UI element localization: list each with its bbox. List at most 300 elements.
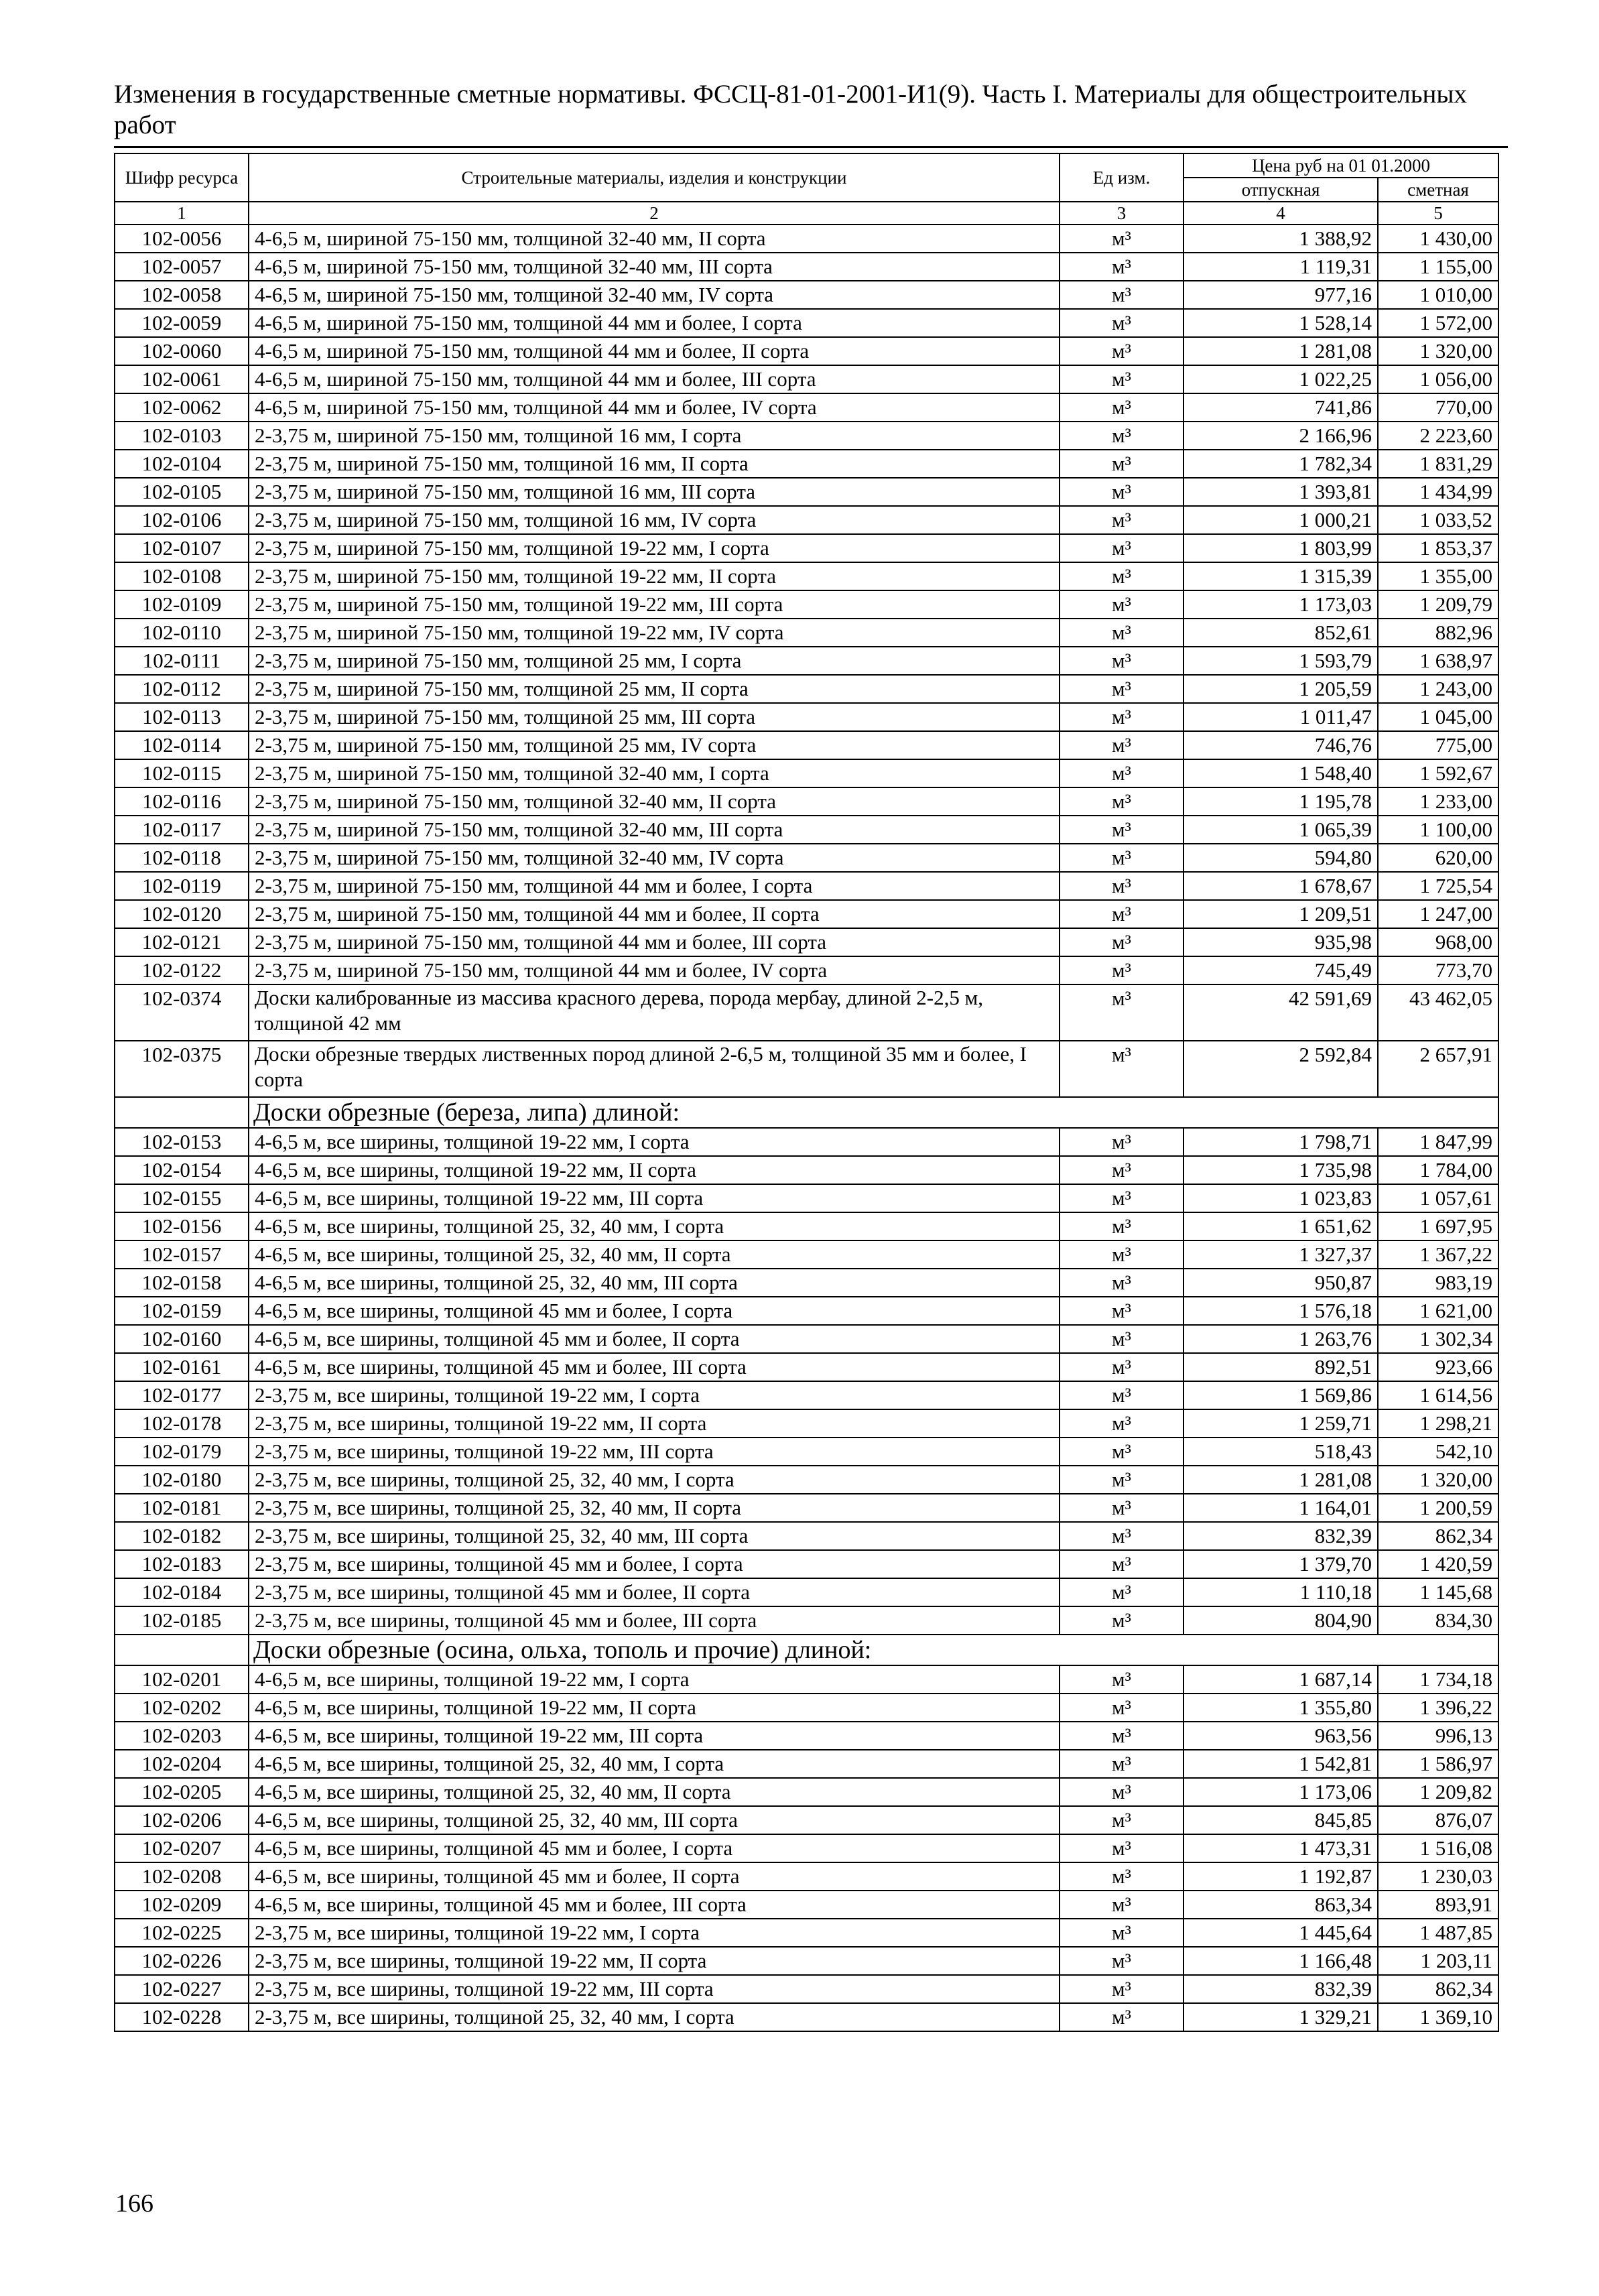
estimate-price: 1 621,00 <box>1378 1297 1498 1325</box>
material-name: 2-3,75 м, все ширины, толщиной 19-22 мм, II сорта <box>249 1409 1060 1438</box>
unit-cell: м³ <box>1060 1438 1184 1466</box>
table-row <box>115 1550 1498 1578</box>
unit-cell: м³ <box>1060 253 1184 281</box>
material-name: 4-6,5 м, шириной 75-150 мм, толщиной 44 мм и более, I сорта <box>249 309 1060 337</box>
release-price: 1 166,48 <box>1184 1947 1378 1975</box>
material-name: 2-3,75 м, шириной 75-150 мм, толщиной 19-22 мм, III сорта <box>249 590 1060 619</box>
estimate-price: 620,00 <box>1378 844 1498 872</box>
estimate-price: 1 230,03 <box>1378 1862 1498 1891</box>
estimate-price: 1 853,37 <box>1378 534 1498 562</box>
unit-cell: м³ <box>1060 1750 1184 1778</box>
resource-code: 102-0206 <box>115 1806 249 1834</box>
resource-code: 102-0059 <box>115 309 249 337</box>
resource-code: 102-0155 <box>115 1184 249 1212</box>
estimate-price: 1 155,00 <box>1378 253 1498 281</box>
estimate-price: 2 223,60 <box>1378 422 1498 450</box>
material-name: 4-6,5 м, все ширины, толщиной 25, 32, 40 мм, I сорта <box>249 1750 1060 1778</box>
release-price: 1 388,92 <box>1184 225 1378 253</box>
table-row <box>115 1438 1498 1466</box>
unit-cell: м³ <box>1060 337 1184 365</box>
release-price: 2 166,96 <box>1184 422 1378 450</box>
estimate-price: 1 434,99 <box>1378 478 1498 506</box>
table-row <box>115 1834 1498 1862</box>
release-price: 1 798,71 <box>1184 1128 1378 1156</box>
unit-cell: м³ <box>1060 1353 1184 1381</box>
release-price: 1 329,21 <box>1184 2003 1378 2031</box>
resource-code: 102-0060 <box>115 337 249 365</box>
unit-cell: м³ <box>1060 1325 1184 1353</box>
page-number: 166 <box>115 2189 153 2218</box>
unit-cell: м³ <box>1060 816 1184 844</box>
estimate-price: 893,91 <box>1378 1891 1498 1919</box>
material-name: 4-6,5 м, шириной 75-150 мм, толщиной 44 мм и более, III сорта <box>249 365 1060 393</box>
resource-code: 102-0113 <box>115 703 249 731</box>
release-price: 1 315,39 <box>1184 562 1378 590</box>
material-name: 4-6,5 м, все ширины, толщиной 45 мм и более, I сорта <box>249 1297 1060 1325</box>
release-price: 741,86 <box>1184 393 1378 422</box>
table-row <box>115 1269 1498 1297</box>
table-row <box>115 422 1498 450</box>
material-name: 2-3,75 м, все ширины, толщиной 19-22 мм, II сорта <box>249 1947 1060 1975</box>
release-price: 1 445,64 <box>1184 1919 1378 1947</box>
table-row <box>115 450 1498 478</box>
table-body-group1 <box>115 225 1498 984</box>
table-row <box>115 534 1498 562</box>
table-row <box>115 1381 1498 1409</box>
resource-code: 102-0161 <box>115 1353 249 1381</box>
release-price: 518,43 <box>1184 1438 1378 1466</box>
material-name: 2-3,75 м, шириной 75-150 мм, толщиной 32-40 мм, I сорта <box>249 759 1060 787</box>
table-row <box>115 1128 1498 1156</box>
resource-code: 102-0178 <box>115 1409 249 1438</box>
resource-code: 102-0156 <box>115 1212 249 1240</box>
estimate-price: 968,00 <box>1378 928 1498 956</box>
section-title: Доски обрезные (береза, липа) длиной: <box>249 1097 1498 1128</box>
material-name: 4-6,5 м, все ширины, толщиной 19-22 мм, II сорта <box>249 1156 1060 1184</box>
release-price: 1 379,70 <box>1184 1550 1378 1578</box>
estimate-price: 876,07 <box>1378 1806 1498 1834</box>
release-price: 935,98 <box>1184 928 1378 956</box>
table-row <box>115 365 1498 393</box>
material-name: Доски обрезные твердых лиственных пород длиной 2-6,5 м, толщиной 35 мм и более, I сорта <box>249 1041 1060 1097</box>
release-price: 863,34 <box>1184 1891 1378 1919</box>
material-name: 4-6,5 м, все ширины, толщиной 19-22 мм, I сорта <box>249 1665 1060 1694</box>
material-name: 4-6,5 м, шириной 75-150 мм, толщиной 32-40 мм, IV сорта <box>249 281 1060 309</box>
estimate-price: 1 847,99 <box>1378 1128 1498 1156</box>
table-row <box>115 787 1498 816</box>
resource-code: 102-0062 <box>115 393 249 422</box>
resource-code: 102-0116 <box>115 787 249 816</box>
unit-cell: м³ <box>1060 1297 1184 1325</box>
resource-code: 102-0160 <box>115 1325 249 1353</box>
table-body-group2 <box>115 1128 1498 1635</box>
resource-code: 102-0180 <box>115 1466 249 1494</box>
estimate-price: 2 657,91 <box>1378 1041 1498 1097</box>
estimate-price: 1 320,00 <box>1378 1466 1498 1494</box>
estimate-price: 1 247,00 <box>1378 900 1498 928</box>
release-price: 852,61 <box>1184 619 1378 647</box>
table-row <box>115 2003 1498 2031</box>
estimate-price: 1 056,00 <box>1378 365 1498 393</box>
material-name: 2-3,75 м, шириной 75-150 мм, толщиной 44 мм и более, III сорта <box>249 928 1060 956</box>
release-price: 1 195,78 <box>1184 787 1378 816</box>
table-row <box>115 956 1498 984</box>
estimate-price: 1 243,00 <box>1378 675 1498 703</box>
unit-cell: м³ <box>1060 1269 1184 1297</box>
resource-code: 102-0207 <box>115 1834 249 1862</box>
estimate-price: 1 734,18 <box>1378 1665 1498 1694</box>
estimate-price: 1 367,22 <box>1378 1240 1498 1269</box>
table-row <box>115 1778 1498 1806</box>
release-price: 1 164,01 <box>1184 1494 1378 1522</box>
material-name: 4-6,5 м, все ширины, толщиной 45 мм и более, I сорта <box>249 1834 1060 1862</box>
resource-code: 102-0117 <box>115 816 249 844</box>
resource-code: 102-0120 <box>115 900 249 928</box>
column-number-1: 1 <box>115 202 249 225</box>
table-row <box>115 253 1498 281</box>
unit-cell: м³ <box>1060 647 1184 675</box>
release-price: 1 593,79 <box>1184 647 1378 675</box>
table-row <box>115 506 1498 534</box>
estimate-price: 43 462,05 <box>1378 984 1498 1041</box>
header-price-group: Цена руб на 01 01.2000 <box>1184 153 1498 178</box>
unit-cell: м³ <box>1060 478 1184 506</box>
unit-cell: м³ <box>1060 675 1184 703</box>
resource-code: 102-0115 <box>115 759 249 787</box>
table-row <box>115 1947 1498 1975</box>
unit-cell: м³ <box>1060 1694 1184 1722</box>
unit-cell: м³ <box>1060 1834 1184 1862</box>
section-title: Доски обрезные (осина, ольха, тополь и прочие) длиной: <box>249 1635 1498 1665</box>
release-price: 1 022,25 <box>1184 365 1378 393</box>
unit-cell: м³ <box>1060 1806 1184 1834</box>
estimate-price: 773,70 <box>1378 956 1498 984</box>
estimate-price: 1 209,79 <box>1378 590 1498 619</box>
release-price: 1 281,08 <box>1184 337 1378 365</box>
table-row <box>115 1240 1498 1269</box>
table-row <box>115 647 1498 675</box>
table-row <box>115 337 1498 365</box>
release-price: 1 803,99 <box>1184 534 1378 562</box>
table-row <box>115 1750 1498 1778</box>
release-price: 1 651,62 <box>1184 1212 1378 1240</box>
unit-cell: м³ <box>1060 225 1184 253</box>
material-name: 2-3,75 м, шириной 75-150 мм, толщиной 44 мм и более, II сорта <box>249 900 1060 928</box>
unit-cell: м³ <box>1060 1381 1184 1409</box>
table-row <box>115 1156 1498 1184</box>
unit-cell: м³ <box>1060 703 1184 731</box>
material-name: 4-6,5 м, все ширины, толщиной 45 мм и более, II сорта <box>249 1862 1060 1891</box>
estimate-price: 1 516,08 <box>1378 1834 1498 1862</box>
table-row <box>115 1212 1498 1240</box>
unit-cell: м³ <box>1060 1862 1184 1891</box>
unit-cell: м³ <box>1060 1041 1184 1097</box>
section-spacer <box>115 1635 249 1665</box>
table-body-special <box>115 984 1498 1097</box>
table-row <box>115 1297 1498 1325</box>
release-price: 42 591,69 <box>1184 984 1378 1041</box>
resource-code: 102-0205 <box>115 1778 249 1806</box>
material-name: 2-3,75 м, все ширины, толщиной 45 мм и более, II сорта <box>249 1578 1060 1606</box>
estimate-price: 1 302,34 <box>1378 1325 1498 1353</box>
table-row <box>115 731 1498 759</box>
column-number-2: 2 <box>249 202 1060 225</box>
estimate-price: 770,00 <box>1378 393 1498 422</box>
table-body-group3 <box>115 1665 1498 2031</box>
estimate-price: 1 592,67 <box>1378 759 1498 787</box>
material-name: 2-3,75 м, все ширины, толщиной 19-22 мм, III сорта <box>249 1438 1060 1466</box>
release-price: 1 205,59 <box>1184 675 1378 703</box>
material-name: 2-3,75 м, шириной 75-150 мм, толщиной 25 мм, III сорта <box>249 703 1060 731</box>
unit-cell: м³ <box>1060 1494 1184 1522</box>
unit-cell: м³ <box>1060 1606 1184 1635</box>
table-row <box>115 984 1498 1041</box>
release-price: 1 000,21 <box>1184 506 1378 534</box>
material-name: 2-3,75 м, шириной 75-150 мм, толщиной 25 мм, IV сорта <box>249 731 1060 759</box>
material-name: 2-3,75 м, все ширины, толщиной 25, 32, 40 мм, I сорта <box>249 2003 1060 2031</box>
resource-code: 102-0157 <box>115 1240 249 1269</box>
estimate-price: 983,19 <box>1378 1269 1498 1297</box>
unit-cell: м³ <box>1060 309 1184 337</box>
release-price: 1 528,14 <box>1184 309 1378 337</box>
table-row <box>115 900 1498 928</box>
estimate-price: 923,66 <box>1378 1353 1498 1381</box>
estimate-price: 1 784,00 <box>1378 1156 1498 1184</box>
release-price: 746,76 <box>1184 731 1378 759</box>
release-price: 1 473,31 <box>1184 1834 1378 1862</box>
material-name: 2-3,75 м, все ширины, толщиной 45 мм и более, III сорта <box>249 1606 1060 1635</box>
header-unit: Ед изм. <box>1060 153 1184 202</box>
release-price: 1 355,80 <box>1184 1694 1378 1722</box>
resource-code: 102-0110 <box>115 619 249 647</box>
table-row <box>115 1522 1498 1550</box>
estimate-price: 1 572,00 <box>1378 309 1498 337</box>
price-table <box>114 153 1499 2032</box>
release-price: 594,80 <box>1184 844 1378 872</box>
material-name: 2-3,75 м, шириной 75-150 мм, толщиной 44 мм и более, I сорта <box>249 872 1060 900</box>
release-price: 1 263,76 <box>1184 1325 1378 1353</box>
material-name: 2-3,75 м, шириной 75-150 мм, толщиной 19-22 мм, I сорта <box>249 534 1060 562</box>
unit-cell: м³ <box>1060 562 1184 590</box>
resource-code: 102-0185 <box>115 1606 249 1635</box>
unit-cell: м³ <box>1060 422 1184 450</box>
section-spacer <box>115 1097 249 1128</box>
material-name: 2-3,75 м, все ширины, толщиной 25, 32, 40 мм, III сорта <box>249 1522 1060 1550</box>
unit-cell: м³ <box>1060 590 1184 619</box>
resource-code: 102-0058 <box>115 281 249 309</box>
unit-cell: м³ <box>1060 1240 1184 1269</box>
release-price: 1 678,67 <box>1184 872 1378 900</box>
column-number-5: 5 <box>1378 202 1498 225</box>
estimate-price: 1 355,00 <box>1378 562 1498 590</box>
material-name: 4-6,5 м, шириной 75-150 мм, толщиной 32-40 мм, II сорта <box>249 225 1060 253</box>
material-name: 2-3,75 м, шириной 75-150 мм, толщиной 25 мм, I сорта <box>249 647 1060 675</box>
table-row <box>115 1409 1498 1438</box>
table-row <box>115 1694 1498 1722</box>
estimate-price: 1 200,59 <box>1378 1494 1498 1522</box>
unit-cell: м³ <box>1060 731 1184 759</box>
material-name: 4-6,5 м, все ширины, толщиной 45 мм и более, II сорта <box>249 1325 1060 1353</box>
resource-code: 102-0109 <box>115 590 249 619</box>
header-name: Строительные материалы, изделия и конструкции <box>249 153 1060 202</box>
table-row <box>115 478 1498 506</box>
unit-cell: м³ <box>1060 1466 1184 1494</box>
material-name: 4-6,5 м, шириной 75-150 мм, толщиной 32-40 мм, III сорта <box>249 253 1060 281</box>
table-row <box>115 393 1498 422</box>
material-name: Доски калиброванные из массива красного дерева, порода мербау, длиной 2-2,5 м, толщиной 42 мм <box>249 984 1060 1041</box>
resource-code: 102-0208 <box>115 1862 249 1891</box>
estimate-price: 1 396,22 <box>1378 1694 1498 1722</box>
material-name: 2-3,75 м, шириной 75-150 мм, толщиной 16 мм, I сорта <box>249 422 1060 450</box>
table-row <box>115 281 1498 309</box>
estimate-price: 542,10 <box>1378 1438 1498 1466</box>
resource-code: 102-0153 <box>115 1128 249 1156</box>
material-name: 2-3,75 м, шириной 75-150 мм, толщиной 25 мм, II сорта <box>249 675 1060 703</box>
release-price: 1 548,40 <box>1184 759 1378 787</box>
resource-code: 102-0112 <box>115 675 249 703</box>
resource-code: 102-0158 <box>115 1269 249 1297</box>
table-row <box>115 562 1498 590</box>
resource-code: 102-0374 <box>115 984 249 1041</box>
unit-cell: м³ <box>1060 1947 1184 1975</box>
material-name: 4-6,5 м, все ширины, толщиной 45 мм и более, III сорта <box>249 1891 1060 1919</box>
material-name: 4-6,5 м, все ширины, толщиной 25, 32, 40 мм, II сорта <box>249 1240 1060 1269</box>
table-row <box>115 1722 1498 1750</box>
unit-cell: м³ <box>1060 619 1184 647</box>
resource-code: 102-0177 <box>115 1381 249 1409</box>
material-name: 2-3,75 м, шириной 75-150 мм, толщиной 19-22 мм, IV сорта <box>249 619 1060 647</box>
unit-cell: м³ <box>1060 1522 1184 1550</box>
unit-cell: м³ <box>1060 393 1184 422</box>
resource-code: 102-0106 <box>115 506 249 534</box>
unit-cell: м³ <box>1060 534 1184 562</box>
material-name: 4-6,5 м, все ширины, толщиной 19-22 мм, III сорта <box>249 1184 1060 1212</box>
table-row <box>115 309 1498 337</box>
unit-cell: м³ <box>1060 450 1184 478</box>
unit-cell: м³ <box>1060 281 1184 309</box>
unit-cell: м³ <box>1060 1184 1184 1212</box>
header-price-release: отпускная <box>1184 178 1378 202</box>
estimate-price: 1 045,00 <box>1378 703 1498 731</box>
material-name: 2-3,75 м, шириной 75-150 мм, толщиной 16 мм, III сорта <box>249 478 1060 506</box>
unit-cell: м³ <box>1060 928 1184 956</box>
resource-code: 102-0159 <box>115 1297 249 1325</box>
resource-code: 102-0154 <box>115 1156 249 1184</box>
table-row <box>115 1891 1498 1919</box>
material-name: 2-3,75 м, все ширины, толщиной 25, 32, 40 мм, II сорта <box>249 1494 1060 1522</box>
resource-code: 102-0121 <box>115 928 249 956</box>
unit-cell: м³ <box>1060 872 1184 900</box>
release-price: 1 209,51 <box>1184 900 1378 928</box>
estimate-price: 1 430,00 <box>1378 225 1498 253</box>
release-price: 1 011,47 <box>1184 703 1378 731</box>
release-price: 977,16 <box>1184 281 1378 309</box>
resource-code: 102-0122 <box>115 956 249 984</box>
release-price: 1 393,81 <box>1184 478 1378 506</box>
estimate-price: 1 057,61 <box>1378 1184 1498 1212</box>
release-price: 845,85 <box>1184 1806 1378 1834</box>
table-row <box>115 928 1498 956</box>
estimate-price: 1 010,00 <box>1378 281 1498 309</box>
table-row <box>115 619 1498 647</box>
estimate-price: 1 369,10 <box>1378 2003 1498 2031</box>
table-row <box>115 1606 1498 1635</box>
section-header-1 <box>115 1097 1498 1128</box>
release-price: 1 542,81 <box>1184 1750 1378 1778</box>
material-name: 4-6,5 м, все ширины, толщиной 25, 32, 40 мм, II сорта <box>249 1778 1060 1806</box>
table-row <box>115 759 1498 787</box>
material-name: 2-3,75 м, все ширины, толщиной 25, 32, 40 мм, I сорта <box>249 1466 1060 1494</box>
material-name: 4-6,5 м, все ширины, толщиной 45 мм и более, III сорта <box>249 1353 1060 1381</box>
release-price: 1 259,71 <box>1184 1409 1378 1438</box>
resource-code: 102-0104 <box>115 450 249 478</box>
material-name: 4-6,5 м, все ширины, толщиной 19-22 мм, II сорта <box>249 1694 1060 1722</box>
table-row <box>115 1919 1498 1947</box>
release-price: 963,56 <box>1184 1722 1378 1750</box>
release-price: 1 023,83 <box>1184 1184 1378 1212</box>
unit-cell: м³ <box>1060 1212 1184 1240</box>
release-price: 1 192,87 <box>1184 1862 1378 1891</box>
release-price: 950,87 <box>1184 1269 1378 1297</box>
resource-code: 102-0056 <box>115 225 249 253</box>
estimate-price: 834,30 <box>1378 1606 1498 1635</box>
release-price: 832,39 <box>1184 1975 1378 2003</box>
estimate-price: 1 233,00 <box>1378 787 1498 816</box>
resource-code: 102-0061 <box>115 365 249 393</box>
resource-code: 102-0105 <box>115 478 249 506</box>
table-row <box>115 1862 1498 1891</box>
resource-code: 102-0107 <box>115 534 249 562</box>
unit-cell: м³ <box>1060 1919 1184 1947</box>
header-price-estimate: сметная <box>1378 178 1498 202</box>
unit-cell: м³ <box>1060 1891 1184 1919</box>
material-name: 4-6,5 м, все ширины, толщиной 19-22 мм, III сорта <box>249 1722 1060 1750</box>
table-row <box>115 1806 1498 1834</box>
section-header-2 <box>115 1635 1498 1665</box>
estimate-price: 1 100,00 <box>1378 816 1498 844</box>
material-name: 2-3,75 м, шириной 75-150 мм, толщиной 44 мм и более, IV сорта <box>249 956 1060 984</box>
resource-code: 102-0108 <box>115 562 249 590</box>
estimate-price: 996,13 <box>1378 1722 1498 1750</box>
unit-cell: м³ <box>1060 365 1184 393</box>
unit-cell: м³ <box>1060 506 1184 534</box>
unit-cell: м³ <box>1060 984 1184 1041</box>
estimate-price: 775,00 <box>1378 731 1498 759</box>
resource-code: 102-0203 <box>115 1722 249 1750</box>
price-table-container <box>114 153 1498 2032</box>
material-name: 4-6,5 м, все ширины, толщиной 25, 32, 40 мм, III сорта <box>249 1269 1060 1297</box>
release-price: 1 281,08 <box>1184 1466 1378 1494</box>
table-header <box>115 153 1498 225</box>
material-name: 4-6,5 м, шириной 75-150 мм, толщиной 44 мм и более, IV сорта <box>249 393 1060 422</box>
resource-code: 102-0182 <box>115 1522 249 1550</box>
document-title: Изменения в государственные сметные нормативы. ФССЦ-81-01-2001-И1(9). Часть I. Материалы для общестроительных работ <box>114 80 1468 139</box>
release-price: 892,51 <box>1184 1353 1378 1381</box>
estimate-price: 1 420,59 <box>1378 1550 1498 1578</box>
table-row <box>115 703 1498 731</box>
resource-code: 102-0228 <box>115 2003 249 2031</box>
estimate-price: 1 298,21 <box>1378 1409 1498 1438</box>
material-name: 2-3,75 м, все ширины, толщиной 19-22 мм, III сорта <box>249 1975 1060 2003</box>
header-code: Шифр ресурса <box>115 153 249 202</box>
unit-cell: м³ <box>1060 900 1184 928</box>
release-price: 1 173,06 <box>1184 1778 1378 1806</box>
table-row <box>115 816 1498 844</box>
unit-cell: м³ <box>1060 1409 1184 1438</box>
table-row <box>115 675 1498 703</box>
release-price: 1 119,31 <box>1184 253 1378 281</box>
estimate-price: 862,34 <box>1378 1975 1498 2003</box>
